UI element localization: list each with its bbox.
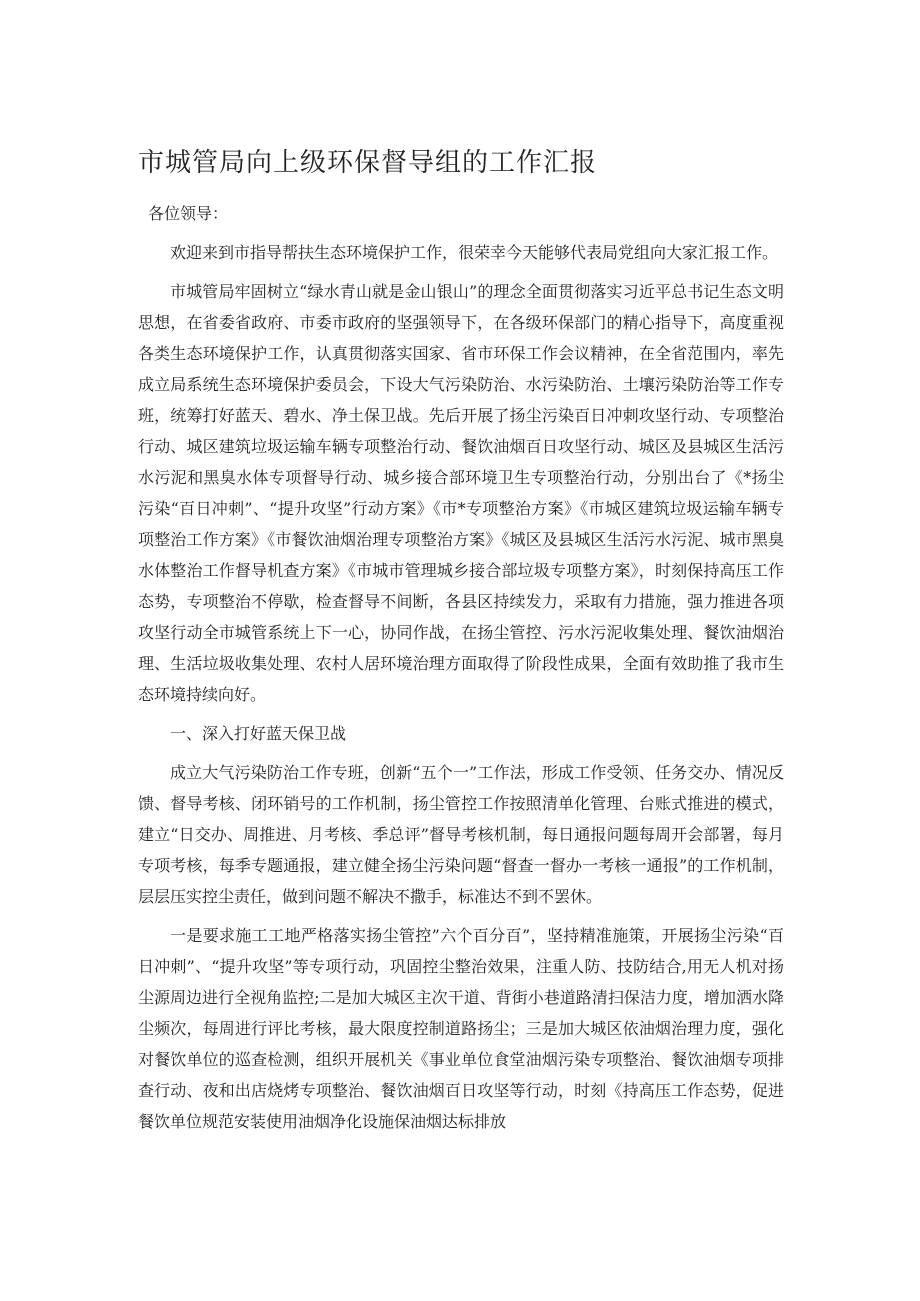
paragraph-mechanism: 成立大气污染防治工作专班，创新“五个一”工作法，形成工作受领、任务交办、情况反馈、督导考核、闭环销号的工作机制，扬尘管控工作按照清单化管理、台账式推进的模式，建立“日交办、周推进、月考核、季总评”督导考核机制，每日通报问题每周开会部署，每月专项考核，每季专题通报，建立健全扬尘污染问题“督查一督办一考核一通报”的工作机制，层层压实控尘责任，做到问题不解决不撒手，标准达不到不罢休。: [138, 763, 784, 906]
paragraph-welcome: 欢迎来到市指导帮扶生态环境保护工作，很荣幸今天能够代表局党组向大家汇报工作。: [170, 243, 779, 262]
paragraph-measures: 一是要求施工工地严格落实扬尘管控”六个百分百”，坚持精准施策，开展扬尘污染“百日冲刺”、“提升攻坚”等专项行动，巩固控尘整治效果，注重人防、技防结合,用无人机对扬尘源周边进行全视角监控;二是加大城区主次干道、背街小巷道路清扫保洁力度，增加洒水降尘频次，每周进行评比考核，最大限度控制道路扬尘；三是加大城区依油烟治理力度，强化对餐饮单位的巡查检测，组织开展机关《事业单位食堂油烟污染专项整治、餐饮油烟专项排查行动、夜和出店烧烤专项整治、餐饮油烟百日攻坚等行动，时刻《持高压工作态势，促进餐饮单位规范安装使用油烟净化设施保油烟达标排放: [138, 926, 784, 1131]
document-body: [138, 198, 784, 1145]
section-heading: 一、深入打好蓝天保卫战: [170, 724, 347, 743]
salutation: 各位领导：: [148, 204, 229, 223]
document-title: 市城管局向上级环保督导组的工作汇报: [138, 148, 598, 178]
paragraph-overview: 市城管局牢固树立“绿水青山就是金山银山”的理念全面贯彻落实习近平总书记生态文明思想，在省委省政府、市委市政府的坚强领导下，在各级环保部门的精心指导下，高度重视各类生态环境保护工作，认真贯彻落实国家、省市环保工作会议精神，在全省范围内，率先成立局系统生态环境保护委员会，下设大气污染防治、水污染防治、土壤污染防治等工作专班，统筹打好蓝天、碧水、净土保卫战。先后开展了扬尘污染百日冲刺攻坚行动、专项整治行动、城区建筑垃圾运输车辆专项整治行动、餐饮油烟百日攻坚行动、城区及县城区生活污水污泥和黑臭水体专项督导行动、城乡接合部环境卫生专项整治行动，分别出台了《*扬尘污染“百日冲刺”、“提升攻坚”行动方案》《市*专项整治方案》《市城区建筑垃圾运输车辆专项整治工作方案》《市餐饮油烟治理专项整治方案》《城区及县城区生活污水污泥、城市黑臭水体整治工作督导机查方案》《市城市管理城乡接合部垃圾专项整方案》，时刻保持高压工作态势，专项整治不停歇，检查督导不间断，各县区持续发力，采取有力措施，强力推进各项攻坚行动全市城管系统上下一心，协同作战，在扬尘管控、污水污泥收集处理、餐饮油烟治理、生活垃圾收集处理、农村人居环境治理方面取得了阶段性成果，全面有效助推了我市生态环境持续向好。: [138, 282, 784, 704]
